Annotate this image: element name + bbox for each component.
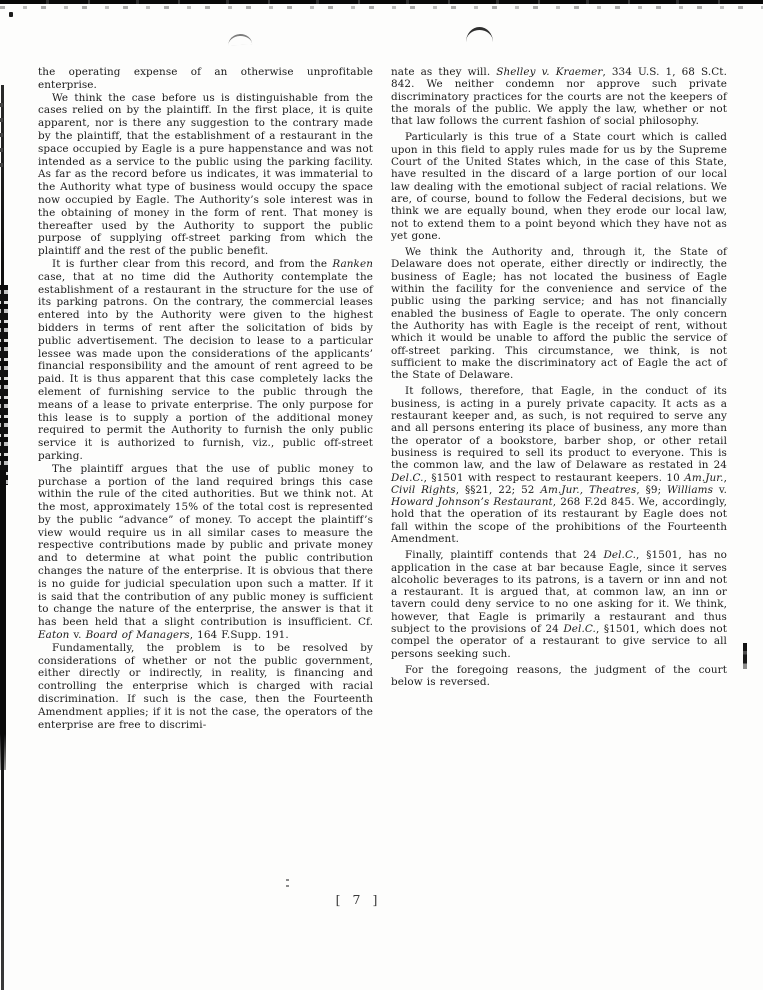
citation-text: Ranken [332, 257, 373, 270]
body-text: For the foregoing reasons, the judgment of the court below is reversed. [391, 663, 727, 689]
body-text: We think the Authority and, through it, the State of Delaware does not operate, either directly or indirectly, the business of Eagle; has not located the business of Eagle within the facility for the convenience and service of the public using the parking service; and has not financially enabled the business of Eagle to operate. The only concern the Authority has with Eagle is the receipt of rent, without which it would be unable to afford the public the service of off-street parking. This circumstance, we think, is not sufficient to make the discriminatory act of Eagle the act of the State of Delaware. [391, 246, 727, 382]
scan-artifact-top-dashes [0, 6, 763, 9]
body-text: , §§21, 22; 52 [455, 483, 541, 496]
scan-artifact-right-tick [743, 643, 747, 669]
scan-artifact-left-streak-solid [0, 470, 6, 770]
body-text: , 334 U.S. 1, 68 S.Ct. 842. We neither condemn nor approve such private discriminatory practices for the courts are not the keepers of the morals of the public. We apply the law, whether or not that law follows the current fashion of social philosophy. [391, 66, 727, 128]
citation-text: Am.Jur. [684, 471, 724, 484]
citation-text: Am.Jur., Theatres [540, 483, 637, 496]
body-text: , 268 F.2d 845. We, accordingly, hold that the operation of its restaurant by Eagle does not fall within the scope of the prohibitions of the Fourteenth Amendment. [391, 496, 727, 545]
body-text: the operating expense of an otherwise unprofitable enterprise. [38, 66, 373, 91]
body-text: Finally, plaintiff contends that 24 [405, 549, 604, 562]
body-text: , 164 F.Supp. 191. [189, 629, 289, 642]
scan-artifact-left-ticks [0, 103, 3, 173]
body-text: v. [713, 483, 728, 496]
scan-artifact-ink-dot [9, 12, 13, 17]
citation-text: Del.C. [563, 623, 596, 636]
scan-artifact-staple-arc-left [228, 33, 253, 45]
citation-text: Williams [667, 483, 714, 496]
scan-artifact-bottom-specks [286, 879, 289, 888]
body-text: , §1501, which does not compel the operator of a restaurant to give service to all persons seeking such. [391, 623, 727, 660]
body-text: case, that at no time did the Authority contemplate the establishment of a restaurant in the structure for the use of its parking patrons. On the contrary, the commercial leases entered into by the Authority were given to the highest bidders in terms of rent after the solicitation of bids by public advertisement. The decision to lease to a particular lessee was made upon the considerations of the applicants’ financial responsibility and the amount of rent agreed to be paid. It is thus apparent that this case completely lacks the element of furnishing service to the public through the means of a lease to private enterprise. The only purpose for this lease is to supply a portion of the additional money required to permit the Authority to furnish the only public service it is authorized to furnish, viz., public off-street parking. [38, 270, 373, 462]
paragraph [391, 66, 727, 127]
body-text: , §1501, has no application in the case at bar because Eagle, since it serves alcoholic beverages to its patrons, is a tavern or inn and not a restaurant. It is argued that, at common law, an inn or tavern could deny service to no one asking for it. We think, however, that Eagle is primarily a restaurant and thus subject to the provisions of 24 [391, 549, 727, 636]
body-text: The plaintiff argues that the use of public money to purchase a portion of the land required brings this case within the rule of the cited authorities. But we think not. At the most, approximately 15% of the total cost is represented by the public “advance” of money. To accept the plaintiff’s view would require us in all similar cases to measure the respective contributions made by public and private money and to determine at what point the public contribution changes the nature of the enterprise. It is obvious that there is no guide for judicial speculation upon such a matter. If it is said that the contribution of any public money is sufficient to change the nature of the enterprise, the answer is that it has been held that a slight contribution is insufficient. Cf. [38, 462, 373, 629]
citation-text: Board of Managers [85, 629, 190, 642]
paragraph [391, 385, 727, 545]
body-text: , §9; [636, 483, 668, 496]
body-text: It follows, therefore, that Eagle, in the conduct of its business, is acting in a purely private capacity. It acts as a restaurant keeper and, as such, is not required to serve any and all persons entering its place of business, any more than the operator of a bookstore, barber shop, or other retail business is required to sell its product to everyone. This is the common law, and the law of Delaware as restated in 24 [391, 385, 727, 472]
citation-text: Del.C. [391, 471, 424, 484]
body-text: nate as they will. [391, 66, 497, 78]
paragraph [391, 246, 727, 381]
paragraph [391, 664, 727, 689]
body-text: , [723, 471, 727, 484]
paragraph [38, 258, 373, 463]
scan-artifact-left-streak-bulge [0, 285, 8, 485]
paragraph [391, 549, 727, 660]
citation-text: Civil Rights [391, 483, 456, 496]
body-text: Fundamentally, the problem is to be resolved by considerations of whether or not the public government, either directly or indirectly, in reality, is financing and controlling the enterprise which is charged with racial discrimination. If such is the case, then the Fourteenth Amendment applies; if it is not the case, the operators of the enterprise are free to discrimi- [38, 641, 373, 731]
paragraph [38, 642, 373, 732]
paragraph [38, 463, 373, 642]
body-text: v. [69, 629, 86, 642]
body-text: , §1501 with respect to restaurant keepers. 10 [423, 471, 685, 484]
paragraph [391, 131, 727, 242]
scan-artifact-top-edge [0, 0, 763, 4]
page-number: [ 7 ] [335, 892, 382, 907]
citation-text: Howard Johnson’s Restaurant [391, 496, 553, 509]
paragraph [38, 92, 373, 258]
scan-artifact-staple-arc-right [466, 27, 493, 42]
body-text: Particularly is this true of a State court which is called upon in this field to apply rules made for us by the Supreme Court of the United States which, in the case of this State, have resulted in the discard of a large portion of our local law dealing with the emotional subject of racial relations. We are, of course, bound to follow the Federal decisions, but we think we are equally bound, when they erode our local law, not to extend them to a point beyond which they have not as yet gone. [391, 131, 727, 242]
body-text: We think the case before us is distinguishable from the cases relied on by the plaintiff. In the first place, it is quite apparent, nor is there any suggestion to the contrary made by the plaintiff, that the establishment of a restaurant in the space occupied by Eagle is a pure happenstance and was not intended as a service to the public using the parking facility. As far as the record before us indicates, it was immaterial to the Authority what type of business would occupy the space now occupied by Eagle. The Authority’s sole interest was in the obtaining of money in the form of rent. That money is thereafter used by the Authority to support the public purpose of supplying off-street parking from which the plaintiff and the rest of the public benefit. [38, 91, 373, 258]
citation-text: Del.C. [603, 549, 637, 562]
citation-text: Eaton [38, 629, 70, 642]
right-column [391, 66, 727, 689]
paragraph [38, 66, 373, 92]
citation-text: Shelley v. Kraemer [496, 66, 603, 78]
body-text: It is further clear from this record, and from the [52, 257, 333, 270]
left-column [38, 66, 373, 731]
